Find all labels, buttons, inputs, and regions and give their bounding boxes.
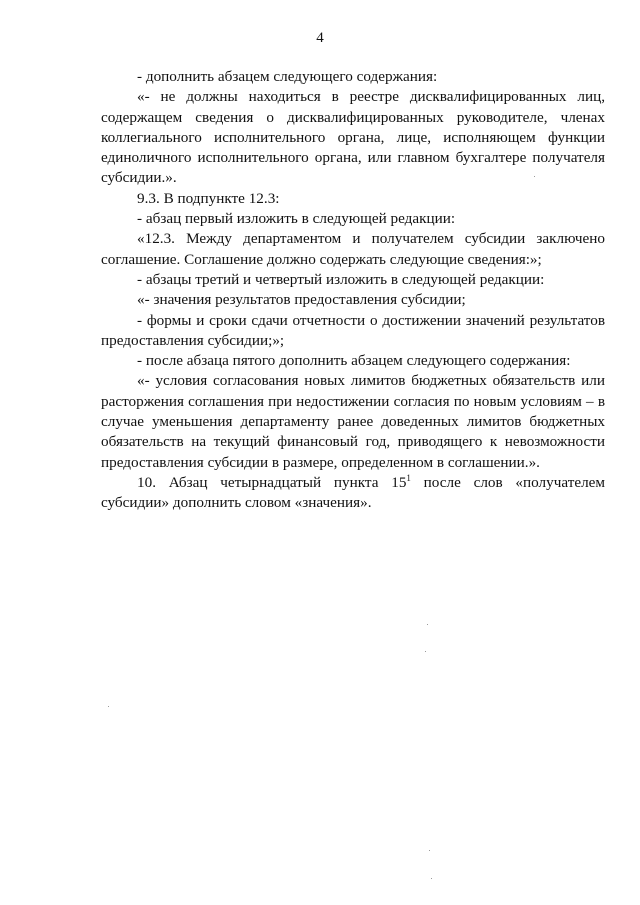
paragraph: - формы и сроки сдачи отчетности о достижении значений результатов предоставления субсидии;»; bbox=[101, 311, 605, 349]
page-number: 4 bbox=[316, 30, 324, 46]
scan-speck bbox=[429, 850, 430, 851]
paragraph-final bbox=[101, 473, 605, 514]
scan-speck bbox=[425, 651, 426, 652]
paragraph: 9.3. В подпункте 12.3: bbox=[137, 189, 280, 207]
paragraph: - дополнить абзацем следующего содержания: bbox=[137, 68, 438, 85]
paragraph: «- значения результатов предоставления субсидии; bbox=[137, 291, 466, 309]
scan-speck bbox=[534, 176, 535, 177]
scan-speck bbox=[431, 878, 432, 879]
paragraph: «- условия согласования новых лимитов бюджетных обязательств или расторжения соглашения при недостижении согласия по новым условиям – в случае уменьшения департаменту ранее доведенных лимитов бюджетных обязательств на текущий финансовый год, приводящего к невозможности предоставления субсидии в размере, определенном в соглашении.». bbox=[101, 372, 605, 471]
scan-speck bbox=[108, 706, 109, 707]
paragraph: «- не должны находиться в реестре дисквалифицированных лиц, содержащем сведения о дисквалифицированных руководителе, членах коллегиального исполнительного органа, лице, исполняющем функции единоличного исполнительного органа, или главном бухгалтере получателя субсидии.». bbox=[101, 88, 605, 187]
paragraph: - абзацы третий и четвертый изложить в следующей редакции: bbox=[137, 270, 545, 288]
scan-speck bbox=[427, 624, 428, 625]
paragraph: - абзац первый изложить в следующей редакции: bbox=[137, 210, 456, 228]
paragraph-text: 10. Абзац четырнадцатый пункта 15 bbox=[137, 473, 407, 491]
paragraph-text: после слов «получателем субсидии» дополнить словом «значения». bbox=[101, 473, 605, 512]
document-body bbox=[101, 67, 605, 514]
paragraph: - после абзаца пятого дополнить абзацем следующего содержания: bbox=[137, 352, 571, 370]
superscript: 1 bbox=[406, 472, 411, 483]
paragraph: «12.3. Между департаментом и получателем субсидии заключено соглашение. Соглашение должно содержать следующие сведения:»; bbox=[101, 230, 605, 268]
